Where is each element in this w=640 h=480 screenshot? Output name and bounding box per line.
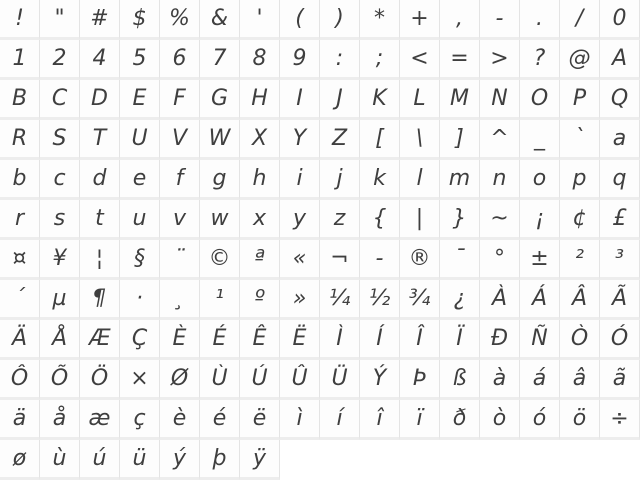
glyph-cell[interactable]: U (120, 120, 160, 160)
glyph-cell[interactable]: F (160, 80, 200, 120)
glyph-cell[interactable]: ± (520, 240, 560, 280)
glyph-cell[interactable]: ´ (0, 280, 40, 320)
glyph-cell[interactable]: 2 (40, 40, 80, 80)
glyph-cell[interactable]: Æ (80, 320, 120, 360)
glyph-cell[interactable]: Z (320, 120, 360, 160)
glyph-cell[interactable]: × (120, 360, 160, 400)
glyph-cell[interactable]: - (360, 240, 400, 280)
glyph-cell[interactable]: Þ (400, 360, 440, 400)
glyph-cell[interactable]: O (520, 80, 560, 120)
glyph-cell[interactable]: ¨ (160, 240, 200, 280)
glyph-cell[interactable]: Ù (200, 360, 240, 400)
glyph-cell[interactable]: c (40, 160, 80, 200)
glyph-cell[interactable]: ³ (600, 240, 640, 280)
glyph-cell[interactable]: | (400, 200, 440, 240)
glyph-cell[interactable]: 1 (0, 40, 40, 80)
glyph-cell[interactable]: ¹ (200, 280, 240, 320)
glyph-cell[interactable]: ? (520, 40, 560, 80)
glyph-cell[interactable]: % (160, 0, 200, 40)
glyph-cell[interactable]: t (80, 200, 120, 240)
glyph-cell[interactable]: Î (400, 320, 440, 360)
glyph-cell[interactable]: ò (480, 400, 520, 440)
glyph-cell[interactable]: y (280, 200, 320, 240)
glyph-cell[interactable]: 6 (160, 40, 200, 80)
glyph-cell[interactable]: Ó (600, 320, 640, 360)
glyph-cell[interactable]: m (440, 160, 480, 200)
glyph-cell[interactable]: = (440, 40, 480, 80)
glyph-cell[interactable]: ° (480, 240, 520, 280)
glyph-cell[interactable]: ý (160, 440, 200, 480)
glyph-cell[interactable]: - (480, 0, 520, 40)
glyph-cell[interactable]: ß (440, 360, 480, 400)
glyph-cell[interactable]: ø (0, 440, 40, 480)
glyph-cell[interactable]: ª (240, 240, 280, 280)
glyph-cell[interactable]: â (560, 360, 600, 400)
glyph-cell[interactable]: É (200, 320, 240, 360)
glyph-cell[interactable]: w (200, 200, 240, 240)
glyph-cell[interactable]: î (360, 400, 400, 440)
glyph-cell[interactable]: 9 (280, 40, 320, 80)
glyph-cell[interactable]: d (80, 160, 120, 200)
glyph-cell[interactable]: : (320, 40, 360, 80)
glyph-cell[interactable]: } (440, 200, 480, 240)
glyph-cell[interactable]: x (240, 200, 280, 240)
glyph-cell[interactable]: ù (40, 440, 80, 480)
glyph-cell[interactable]: * (360, 0, 400, 40)
glyph-cell[interactable]: g (200, 160, 240, 200)
glyph-cell[interactable]: . (520, 0, 560, 40)
glyph-cell[interactable]: ¼ (320, 280, 360, 320)
glyph-cell[interactable]: ` (560, 120, 600, 160)
glyph-cell[interactable]: ~ (480, 200, 520, 240)
glyph-cell[interactable]: ¸ (160, 280, 200, 320)
glyph-cell[interactable]: 8 (240, 40, 280, 80)
glyph-cell[interactable]: r (0, 200, 40, 240)
glyph-cell[interactable]: · (120, 280, 160, 320)
glyph-cell[interactable]: ' (240, 0, 280, 40)
glyph-cell[interactable]: 4 (80, 40, 120, 80)
glyph-cell[interactable]: 7 (200, 40, 240, 80)
glyph-cell[interactable]: Ú (240, 360, 280, 400)
glyph-cell[interactable]: + (400, 0, 440, 40)
glyph-cell[interactable]: M (440, 80, 480, 120)
glyph-cell[interactable]: G (200, 80, 240, 120)
glyph-cell[interactable]: à (480, 360, 520, 400)
glyph-cell[interactable]: $ (120, 0, 160, 40)
glyph-cell[interactable]: © (200, 240, 240, 280)
glyph-cell[interactable]: ã (600, 360, 640, 400)
glyph-cell[interactable]: ! (0, 0, 40, 40)
glyph-cell[interactable]: J (320, 80, 360, 120)
glyph-cell[interactable]: h (240, 160, 280, 200)
glyph-cell[interactable]: £ (600, 200, 640, 240)
glyph-cell[interactable]: Å (40, 320, 80, 360)
glyph-cell[interactable]: Ç (120, 320, 160, 360)
glyph-cell[interactable]: f (160, 160, 200, 200)
glyph-cell[interactable]: ½ (360, 280, 400, 320)
glyph-cell[interactable]: [ (360, 120, 400, 160)
glyph-cell[interactable]: ; (360, 40, 400, 80)
glyph-cell[interactable]: ® (400, 240, 440, 280)
glyph-cell[interactable]: i (280, 160, 320, 200)
glyph-cell[interactable]: T (80, 120, 120, 160)
glyph-cell[interactable]: º (240, 280, 280, 320)
glyph-cell[interactable]: l (400, 160, 440, 200)
glyph-cell[interactable]: « (280, 240, 320, 280)
glyph-cell[interactable]: 5 (120, 40, 160, 80)
glyph-cell[interactable]: å (40, 400, 80, 440)
glyph-cell[interactable]: ü (120, 440, 160, 480)
glyph-cell[interactable]: Á (520, 280, 560, 320)
glyph-cell[interactable]: \ (400, 120, 440, 160)
glyph-cell[interactable]: ] (440, 120, 480, 160)
glyph-cell[interactable]: Ô (0, 360, 40, 400)
glyph-cell[interactable]: À (480, 280, 520, 320)
glyph-cell[interactable]: S (40, 120, 80, 160)
glyph-cell[interactable]: ¡ (520, 200, 560, 240)
glyph-cell[interactable]: @ (560, 40, 600, 80)
glyph-cell[interactable]: , (440, 0, 480, 40)
glyph-cell[interactable]: A (600, 40, 640, 80)
glyph-cell[interactable]: § (120, 240, 160, 280)
glyph-cell[interactable]: Ê (240, 320, 280, 360)
glyph-cell[interactable]: / (560, 0, 600, 40)
glyph-cell[interactable]: è (160, 400, 200, 440)
glyph-cell[interactable]: Ï (440, 320, 480, 360)
glyph-cell[interactable]: I (280, 80, 320, 120)
glyph-cell[interactable]: ì (280, 400, 320, 440)
glyph-cell[interactable]: e (120, 160, 160, 200)
glyph-cell[interactable]: ú (80, 440, 120, 480)
glyph-cell[interactable]: ö (560, 400, 600, 440)
glyph-cell[interactable]: ² (560, 240, 600, 280)
glyph-cell[interactable]: Ã (600, 280, 640, 320)
glyph-cell[interactable]: _ (520, 120, 560, 160)
glyph-cell[interactable]: o (520, 160, 560, 200)
glyph-cell[interactable]: Ý (360, 360, 400, 400)
glyph-cell[interactable]: K (360, 80, 400, 120)
glyph-cell[interactable]: ï (400, 400, 440, 440)
glyph-cell[interactable]: í (320, 400, 360, 440)
glyph-cell[interactable]: ( (280, 0, 320, 40)
glyph-cell[interactable]: ^ (480, 120, 520, 160)
glyph-cell[interactable]: > (480, 40, 520, 80)
glyph-cell[interactable]: Õ (40, 360, 80, 400)
glyph-cell[interactable]: k (360, 160, 400, 200)
glyph-cell[interactable]: þ (200, 440, 240, 480)
glyph-cell[interactable]: N (480, 80, 520, 120)
glyph-cell[interactable]: X (240, 120, 280, 160)
glyph-cell[interactable]: Â (560, 280, 600, 320)
glyph-cell[interactable]: Ö (80, 360, 120, 400)
glyph-cell[interactable]: ¤ (0, 240, 40, 280)
glyph-cell[interactable]: & (200, 0, 240, 40)
glyph-cell[interactable]: ë (240, 400, 280, 440)
glyph-cell[interactable]: 0 (600, 0, 640, 40)
glyph-cell[interactable]: P (560, 80, 600, 120)
glyph-cell[interactable]: v (160, 200, 200, 240)
glyph-cell[interactable]: á (520, 360, 560, 400)
glyph-cell[interactable]: ð (440, 400, 480, 440)
glyph-cell[interactable]: ÿ (240, 440, 280, 480)
glyph-cell[interactable]: E (120, 80, 160, 120)
glyph-cell[interactable]: Ü (320, 360, 360, 400)
glyph-cell[interactable]: é (200, 400, 240, 440)
glyph-cell[interactable]: W (200, 120, 240, 160)
glyph-cell[interactable]: » (280, 280, 320, 320)
glyph-cell[interactable]: ó (520, 400, 560, 440)
glyph-cell[interactable]: u (120, 200, 160, 240)
glyph-cell[interactable]: ä (0, 400, 40, 440)
glyph-cell[interactable]: V (160, 120, 200, 160)
glyph-cell[interactable]: < (400, 40, 440, 80)
glyph-cell[interactable]: n (480, 160, 520, 200)
glyph-cell[interactable]: ç (120, 400, 160, 440)
glyph-cell[interactable]: s (40, 200, 80, 240)
glyph-cell[interactable]: ¿ (440, 280, 480, 320)
glyph-cell[interactable]: Ð (480, 320, 520, 360)
glyph-cell[interactable]: p (560, 160, 600, 200)
glyph-cell[interactable]: b (0, 160, 40, 200)
glyph-cell[interactable]: H (240, 80, 280, 120)
glyph-cell[interactable]: Ë (280, 320, 320, 360)
glyph-cell[interactable]: ¢ (560, 200, 600, 240)
glyph-cell[interactable]: ¾ (400, 280, 440, 320)
glyph-cell[interactable]: È (160, 320, 200, 360)
glyph-cell[interactable]: ¬ (320, 240, 360, 280)
glyph-cell[interactable]: ¥ (40, 240, 80, 280)
glyph-cell[interactable]: Q (600, 80, 640, 120)
glyph-cell[interactable]: B (0, 80, 40, 120)
glyph-cell[interactable]: ÷ (600, 400, 640, 440)
glyph-cell[interactable]: { (360, 200, 400, 240)
glyph-cell[interactable]: Í (360, 320, 400, 360)
glyph-cell[interactable]: L (400, 80, 440, 120)
glyph-cell[interactable]: ¦ (80, 240, 120, 280)
glyph-cell[interactable]: D (80, 80, 120, 120)
glyph-cell[interactable]: a (600, 120, 640, 160)
glyph-cell[interactable]: # (80, 0, 120, 40)
glyph-cell[interactable]: q (600, 160, 640, 200)
glyph-cell[interactable]: R (0, 120, 40, 160)
glyph-cell[interactable]: Ñ (520, 320, 560, 360)
glyph-cell[interactable]: æ (80, 400, 120, 440)
glyph-cell[interactable]: Û (280, 360, 320, 400)
glyph-cell[interactable]: j (320, 160, 360, 200)
glyph-cell[interactable]: " (40, 0, 80, 40)
glyph-cell[interactable]: ¯ (440, 240, 480, 280)
glyph-cell[interactable]: ¶ (80, 280, 120, 320)
glyph-cell[interactable]: Ì (320, 320, 360, 360)
glyph-cell[interactable]: Ò (560, 320, 600, 360)
glyph-cell[interactable]: ) (320, 0, 360, 40)
glyph-cell[interactable]: Ä (0, 320, 40, 360)
glyph-cell[interactable]: z (320, 200, 360, 240)
glyph-cell[interactable]: C (40, 80, 80, 120)
glyph-cell[interactable]: µ (40, 280, 80, 320)
glyph-cell[interactable]: Y (280, 120, 320, 160)
glyph-cell[interactable]: Ø (160, 360, 200, 400)
